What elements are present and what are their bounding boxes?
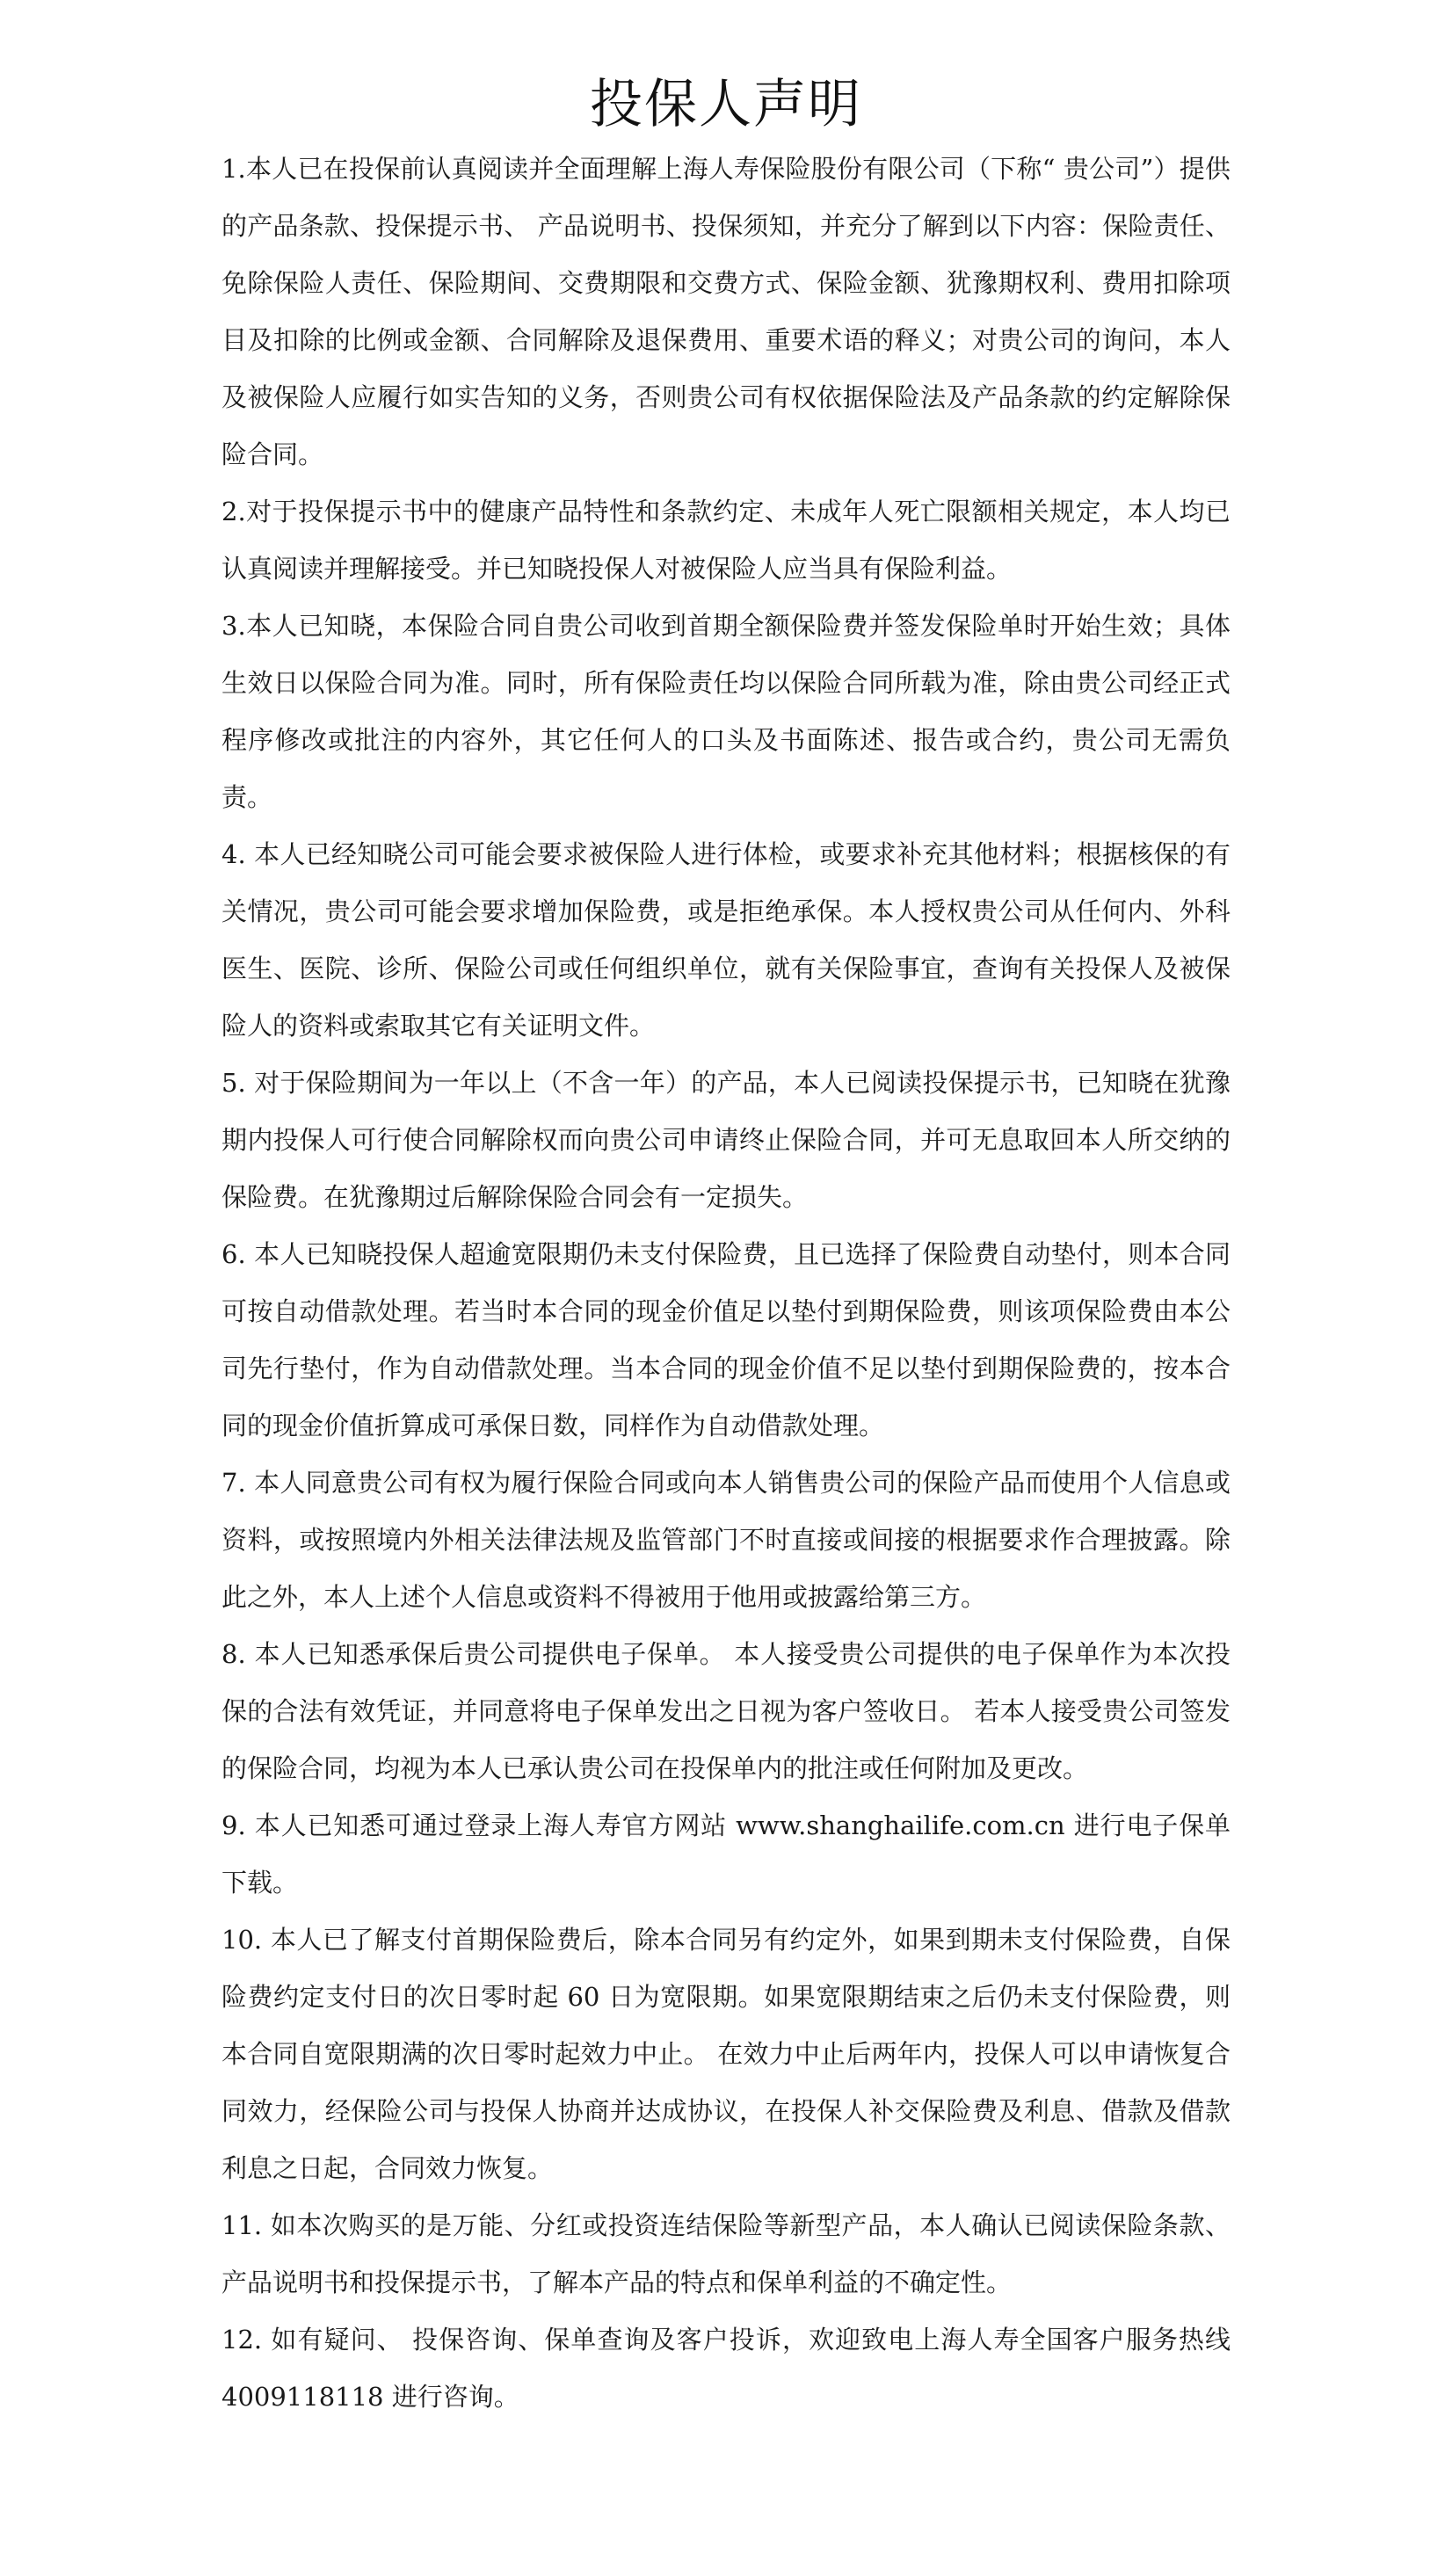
clause-2: 2.对于投保提示书中的健康产品特性和条款约定、未成年人死亡限额相关规定，本人均已认真阅读并理解接受。并已知晓投保人对被保险人应当具有保险利益。 <box>221 497 1231 584</box>
document-title: 投保人声明 <box>590 74 862 135</box>
clause-12: 12. 如有疑问、 投保咨询、保单查询及客户投诉，欢迎致电上海人寿全国客户服务热线 4009118118 进行咨询。 <box>221 2325 1231 2412</box>
clause-10: 10. 本人已了解支付首期保险费后，除本合同另有约定外，如果到期未支付保险费，自保险费约定支付日的次日零时起 60 日为宽限期。如果宽限期结束之后仍未支付保险费，则本合同自宽限期满的次日零时起效力中止。 在效力中止后两年内，投保人可以申请恢复合同效力，经保险公司与投保人协商并达成协议，在投保人补交保险费及利息、借款及借款利息之日起，合同效力恢复。 <box>221 1925 1231 2183</box>
clause-5: 5. 对于保险期间为一年以上（不含一年）的产品，本人已阅读投保提示书，已知晓在犹豫期内投保人可行使合同解除权而向贵公司申请终止保险合同，并可无息取回本人所交纳的保险费。在犹豫期过后解除保险合同会有一定损失。 <box>221 1068 1231 1212</box>
clause-7: 7. 本人同意贵公司有权为履行保险合同或向本人销售贵公司的保险产品而使用个人信息或资料，或按照境内外相关法律法规及监管部门不时直接或间接的根据要求作合理披露。除此之外，本人上述个人信息或资料不得被用于他用或披露给第三方。 <box>221 1468 1231 1612</box>
clause-6: 6. 本人已知晓投保人超逾宽限期仍未支付保险费，且已选择了保险费自动垫付，则本合同可按自动借款处理。若当时本合同的现金价值足以垫付到期保险费，则该项保险费由本公司先行垫付，作为自动借款处理。当本合同的现金价值不足以垫付到期保险费的，按本合同的现金价值折算成可承保日数，同样作为自动借款处理。 <box>221 1239 1231 1440</box>
clause-11: 11. 如本次购买的是万能、分红或投资连结保险等新型产品，本人确认已阅读保险条款、产品说明书和投保提示书，了解本产品的特点和保单利益的不确定性。 <box>221 2210 1231 2297</box>
clause-3: 3.本人已知晓，本保险合同自贵公司收到首期全额保险费并签发保险单时开始生效；具体生效日以保险合同为准。同时，所有保险责任均以保险合同所载为准，除由贵公司经正式程序修改或批注的内容外，其它任何人的口头及书面陈述、报告或合约，贵公司无需负责。 <box>221 611 1231 812</box>
clause-1: 1.本人已在投保前认真阅读并全面理解上海人寿保险股份有限公司（下称“ 贵公司”）提供的产品条款、投保提示书、 产品说明书、投保须知，并充分了解到以下内容：保险责任、 免除保险人责任、保险期间、交费期限和交费方式、保险金额、犹豫期权利、费用扣除项目及扣除的比例或金额、合同解除及退保费用、重要术语的释义；对贵公司的询问，本人及被保险人应履行如实告知的义务，否则贵公司有权依据保险法及产品条款的约定解除保险合同。 <box>221 154 1231 469</box>
declaration-body <box>221 141 1231 2426</box>
clause-4: 4. 本人已经知晓公司可能会要求被保险人进行体检，或要求补充其他材料；根据核保的有关情况，贵公司可能会要求增加保险费，或是拒绝承保。本人授权贵公司从任何内、外科医生、医院、诊所、保险公司或任何组织单位，就有关保险事宜，查询有关投保人及被保险人的资料或索取其它有关证明文件。 <box>221 839 1231 1041</box>
clause-9: 9. 本人已知悉可通过登录上海人寿官方网站 www.shanghailife.com.cn 进行电子保单下载。 <box>221 1810 1231 1898</box>
clause-8: 8. 本人已知悉承保后贵公司提供电子保单。 本人接受贵公司提供的电子保单作为本次投保的合法有效凭证，并同意将电子保单发出之日视为客户签收日。 若本人接受贵公司签发的保险合同，均视为本人已承认贵公司在投保单内的批注或任何附加及更改。 <box>221 1639 1231 1783</box>
